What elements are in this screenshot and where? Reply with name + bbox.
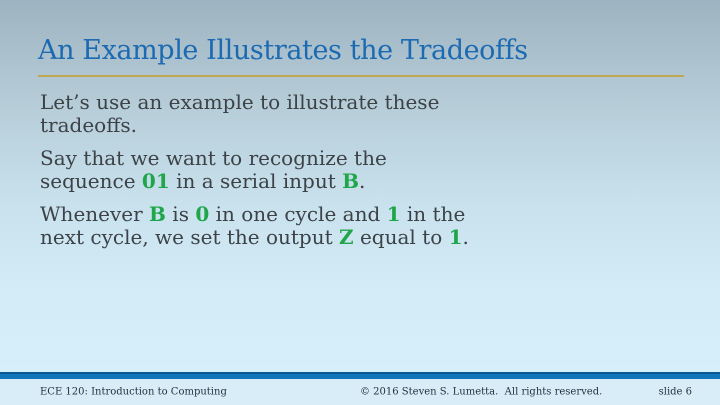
- body-paragraph: [40, 203, 640, 249]
- body-text-segment: is: [165, 202, 196, 226]
- body-text-segment: sequence: [40, 169, 142, 193]
- highlighted-term: 01: [141, 169, 170, 193]
- body-text-segment: Say that we want to recognize the: [40, 146, 387, 170]
- body-paragraph: [40, 91, 640, 137]
- footer-copyright: © 2016 Steven S. Lumetta. All rights reserved.: [360, 386, 603, 398]
- footer-slide-number: slide 6: [658, 386, 692, 398]
- footer-accent-bar: [0, 372, 720, 379]
- body-text-segment: .: [359, 169, 366, 193]
- highlighted-term: B: [342, 169, 360, 193]
- body-text-segment: in one cycle and: [209, 202, 387, 226]
- highlighted-term: Z: [339, 225, 354, 249]
- body-text-segment: Whenever: [40, 202, 150, 226]
- body-text-segment: tradeoffs.: [40, 113, 138, 137]
- highlighted-term: 1: [448, 225, 463, 249]
- footer-course-label: ECE 120: Introduction to Computing: [40, 386, 227, 398]
- title-underline-rule: [38, 75, 684, 77]
- slide-body: [40, 91, 640, 259]
- highlighted-term: 0: [195, 202, 210, 226]
- highlighted-term: 1: [386, 202, 401, 226]
- footer: [0, 379, 720, 405]
- highlighted-term: B: [149, 202, 166, 226]
- body-text-segment: next cycle, we set the output: [40, 225, 339, 249]
- body-text-segment: equal to: [353, 225, 449, 249]
- body-text-segment: .: [462, 225, 469, 249]
- body-text-segment: Let’s use an example to illustrate these: [40, 90, 440, 114]
- body-paragraph: [40, 147, 640, 193]
- slide-title: An Example Illustrates the Tradeoffs: [38, 35, 528, 66]
- body-text-segment: in a serial input: [169, 169, 343, 193]
- body-text-segment: in the: [400, 202, 466, 226]
